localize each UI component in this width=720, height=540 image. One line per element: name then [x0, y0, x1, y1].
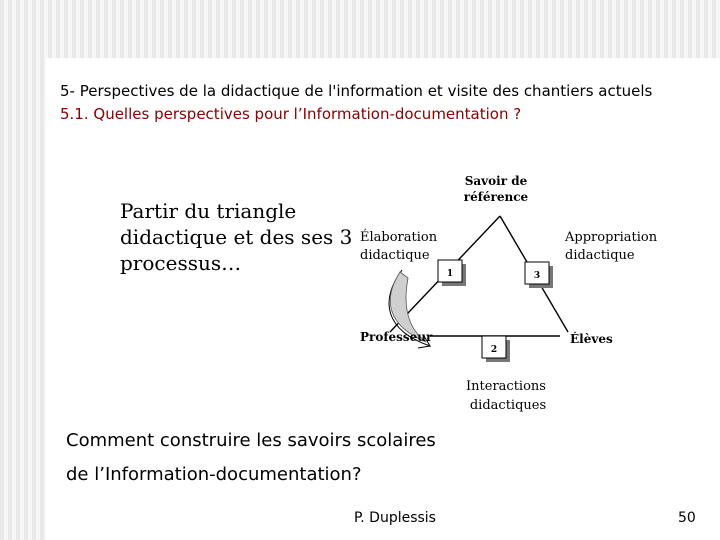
question-line-2: de l’Information-documentation? [66, 464, 362, 485]
box2-label: 2 [490, 345, 498, 355]
bottom-process-label-1: Interactions [466, 379, 546, 394]
right-vertex-label: Élèves [570, 332, 613, 346]
left-vertex-label: Professeur [360, 330, 433, 344]
left-process-label-1: Élaboration [360, 230, 438, 245]
left-process-label-2: didactique [360, 248, 430, 263]
right-process-label-1: Appropriation [565, 230, 658, 245]
slide-subtitle: 5.1. Quelles perspectives pour l’Information-documentation ? [60, 105, 522, 123]
question-block [66, 424, 526, 492]
page-number: 50 [678, 510, 696, 526]
slide-title: 5- Perspectives de la didactique de l'information et visite des chantiers actuels [60, 82, 653, 100]
question-line-1: Comment construire les savoirs scolaires [66, 430, 436, 451]
top-vertex-label-1: Savoir de [464, 174, 528, 188]
left-text-block: Partir du triangle didactique et des ses 3 processus… [120, 199, 353, 275]
box3-label: 3 [533, 271, 541, 281]
bottom-process-label-2: didactiques [469, 398, 547, 413]
footer-author: P. Duplessis [354, 510, 436, 526]
didactic-triangle-diagram [340, 160, 680, 420]
top-vertex-label-2: référence [463, 190, 529, 204]
right-process-label-2: didactique [565, 248, 635, 263]
box1-label: 1 [446, 269, 454, 279]
